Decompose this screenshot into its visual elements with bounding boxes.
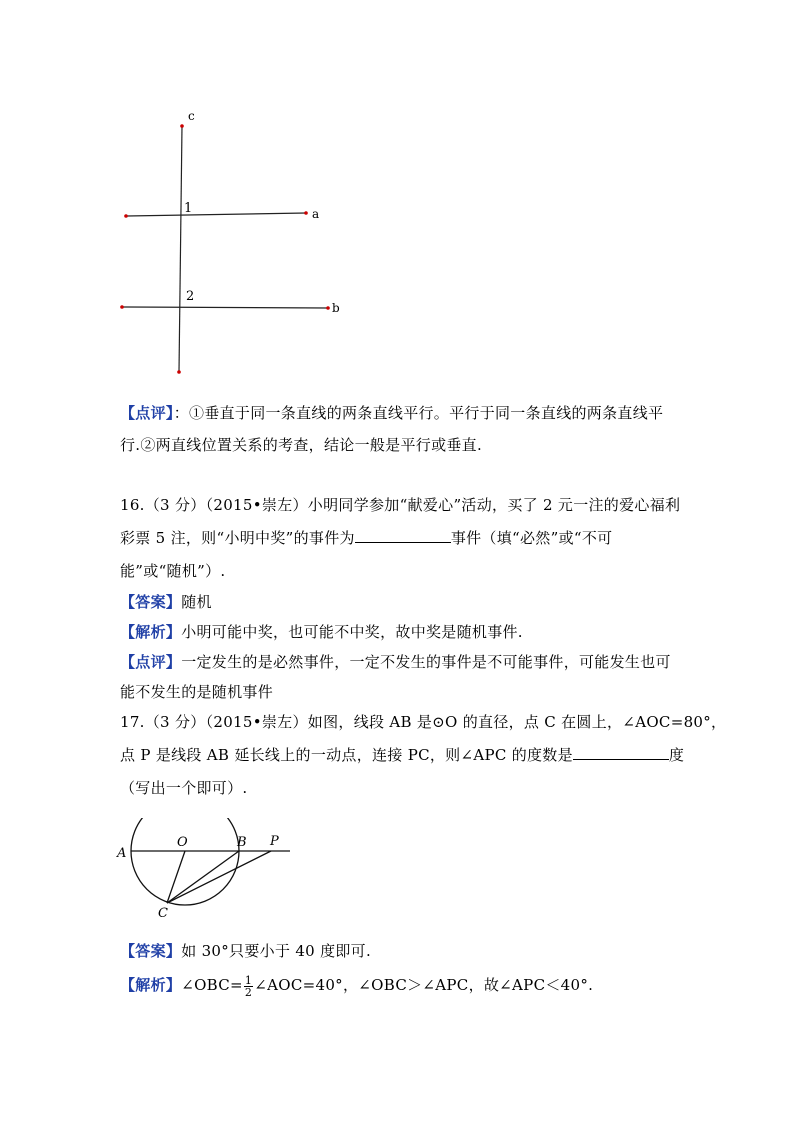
q17-line-1 [120,711,726,732]
point-b-right [326,306,330,310]
q17-analysis-text-2: ∠AOC=40°，∠OBC＞∠APC，故∠APC＜40°. [254,976,594,994]
q16-comment-line-1 [120,651,671,672]
q17-text-3: （写出一个即可）. [120,779,248,797]
q17-line-2 [120,744,684,765]
comment-15-line-2 [120,434,482,455]
comment-15-text-1: ：①垂直于同一条直线的两条直线平行。平行于同一条直线的两条直线平 [173,404,664,422]
q17-text-2a: 点 P 是线段 AB 延长线上的一动点，连接 PC，则∠APC 的度数是 [120,746,573,764]
q16-comment-tag: 【点评】 [120,653,182,671]
q16-answer-blank[interactable] [355,528,451,543]
circle-figure [112,818,302,920]
q17-analysis [120,974,593,998]
fraction-one-half [244,975,253,998]
label-O: O [177,835,188,850]
q17-analysis-tag: 【解析】 [120,976,182,994]
q16-analysis-tag: 【解析】 [120,623,182,641]
label-B: B [237,835,247,850]
point-a-right [304,211,308,215]
line-b [122,307,328,308]
q16-text-3: 能”或“随机”）. [120,562,226,580]
q16-comment-text-2: 能不发生的是随机事件 [120,683,274,701]
label-C: C [158,906,168,920]
q16-comment-line-2 [120,681,273,702]
q17-answer-tag: 【答案】 [120,942,182,960]
fraction-denominator: 2 [244,985,253,999]
point-c-bottom [177,370,181,374]
q17-answer-blank[interactable] [573,745,669,760]
q16-comment-text-1: 一定发生的是必然事件，一定不发生的事件是不可能事件，可能发生也可 [181,653,671,671]
q17-line-3 [120,777,247,798]
segment-bc [167,851,239,903]
q16-text-1: 16.（3 分）（2015•崇左）小明同学参加“献爱心”活动，买了 2 元一注的爱心福利 [120,496,681,514]
label-angle-1: 1 [184,201,193,216]
line-a [126,213,306,216]
parallel-lines-figure [110,100,350,385]
comment-15-tag: 【点评】 [120,404,174,422]
q16-analysis [120,621,523,642]
q17-answer [120,940,371,961]
point-c-top [180,124,184,128]
comment-15-text-2: 行.②两直线位置关系的考查，结论一般是平行或垂直. [120,436,483,454]
q16-text-2b: 事件（填“必然”或“不可 [450,529,613,547]
q17-analysis-text-1: ∠OBC= [181,976,243,994]
q16-answer [120,591,212,612]
line-c [179,126,182,372]
fraction-numerator: 1 [244,973,253,987]
q16-text-2a: 彩票 5 注，则“小明中奖”的事件为 [120,529,355,547]
point-b-left [120,305,124,309]
q16-answer-tag: 【答案】 [120,593,182,611]
label-P: P [270,834,279,849]
point-a-left [124,214,128,218]
label-b: b [332,301,340,315]
q16-line-3 [120,560,225,581]
q17-text-1: 17.（3 分）（2015•崇左）如图，线段 AB 是⊙O 的直径，点 C 在圆上，∠AOC=80°， [120,713,727,731]
label-c: c [188,109,195,123]
comment-15-line-1 [120,402,663,423]
circle-o [131,818,239,905]
q16-answer-text: 随机 [181,593,212,611]
q17-answer-text: 如 30°只要小于 40 度即可. [181,942,372,960]
q16-analysis-text: 小明可能中奖，也可能不中奖，故中奖是随机事件. [181,623,523,641]
label-A: A [117,846,127,861]
label-a: a [312,207,320,221]
label-angle-2: 2 [186,289,195,304]
q17-text-2b: 度 [668,746,685,764]
q16-line-2 [120,527,612,548]
q16-line-1 [120,494,680,515]
